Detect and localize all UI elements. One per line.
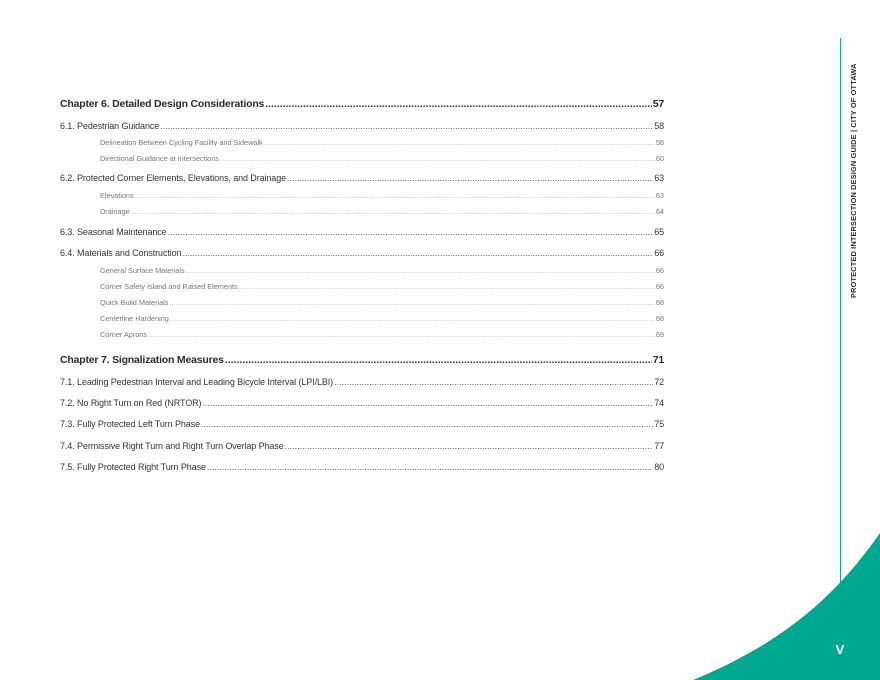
corner-swoosh-path (693, 533, 880, 680)
toc-entry-page: 68 (655, 314, 664, 323)
toc-entry-page: 68 (655, 298, 664, 307)
toc-entry-page: 71 (652, 354, 664, 366)
toc-entry-page: 66 (655, 282, 664, 291)
toc-entry-title: 7.2. No Right Turn on Red (NRTOR) (60, 398, 202, 408)
toc-entry-title: 6.2. Protected Corner Elements, Elevations, and Drainage (60, 173, 287, 183)
toc-entry-page: 58 (654, 121, 664, 131)
toc-entry-page: 64 (655, 207, 664, 216)
toc-entry-title: 6.3. Seasonal Maintenance (60, 227, 167, 237)
toc-entry-page: 66 (654, 248, 664, 258)
toc-entry-title: Corner Safety Island and Raised Elements (100, 282, 238, 291)
toc-entry-page: 75 (654, 419, 664, 429)
toc-entry-title: Centerline Hardening (100, 314, 169, 323)
toc-entry-page: 63 (655, 191, 664, 200)
toc-entry-page: 65 (654, 227, 664, 237)
toc-entry-title: Drainage (100, 207, 130, 216)
toc-entry-page: 63 (654, 173, 664, 183)
toc-entry-title: Chapter 7. Signalization Measures (60, 354, 224, 366)
toc-entry-title: 7.1. Leading Pedestrian Interval and Leading Bicycle Interval (LPI/LBI) (60, 377, 334, 387)
toc-entry-title: 6.4. Materials and Construction (60, 248, 182, 258)
toc-entry-title: 6.1. Pedestrian Guidance (60, 121, 160, 131)
toc-entry-title: Chapter 6. Detailed Design Considerations (60, 98, 265, 110)
toc-entry-page: 72 (654, 377, 664, 387)
toc-entry-page: 60 (655, 154, 664, 163)
page-number: V (835, 642, 845, 657)
toc-entry-title: Directional Guidance at Intersections (100, 154, 219, 163)
running-header-text: PROTECTED INTERSECTION DESIGN GUIDE | CITY OF OTTAWA (849, 63, 858, 298)
toc-entry-page: 57 (652, 98, 664, 110)
toc-entry-page: 58 (655, 138, 664, 147)
toc-entry-page: 80 (654, 462, 664, 472)
toc-entry-title: Elevations (100, 191, 134, 200)
toc-entry-title: 7.5. Fully Protected Right Turn Phase (60, 462, 206, 472)
toc-entry-page: 69 (655, 330, 664, 339)
toc-entry-title: 7.3. Fully Protected Left Turn Phase (60, 419, 200, 429)
toc-entry-title: Quick Build Materials (100, 298, 169, 307)
toc-entry-title: Corner Aprons (100, 330, 148, 339)
toc-entry-page: 77 (654, 441, 664, 451)
toc-entry-title: 7.4. Permissive Right Turn and Right Turn Overlap Phase (60, 441, 284, 451)
toc-entry-page: 74 (654, 398, 664, 408)
toc-entry-title: General Surface Materials (100, 266, 185, 275)
toc-entry-title: Delineation Between Cycling Facility and Sidewalk (100, 138, 263, 147)
toc-entry-page: 66 (655, 266, 664, 275)
